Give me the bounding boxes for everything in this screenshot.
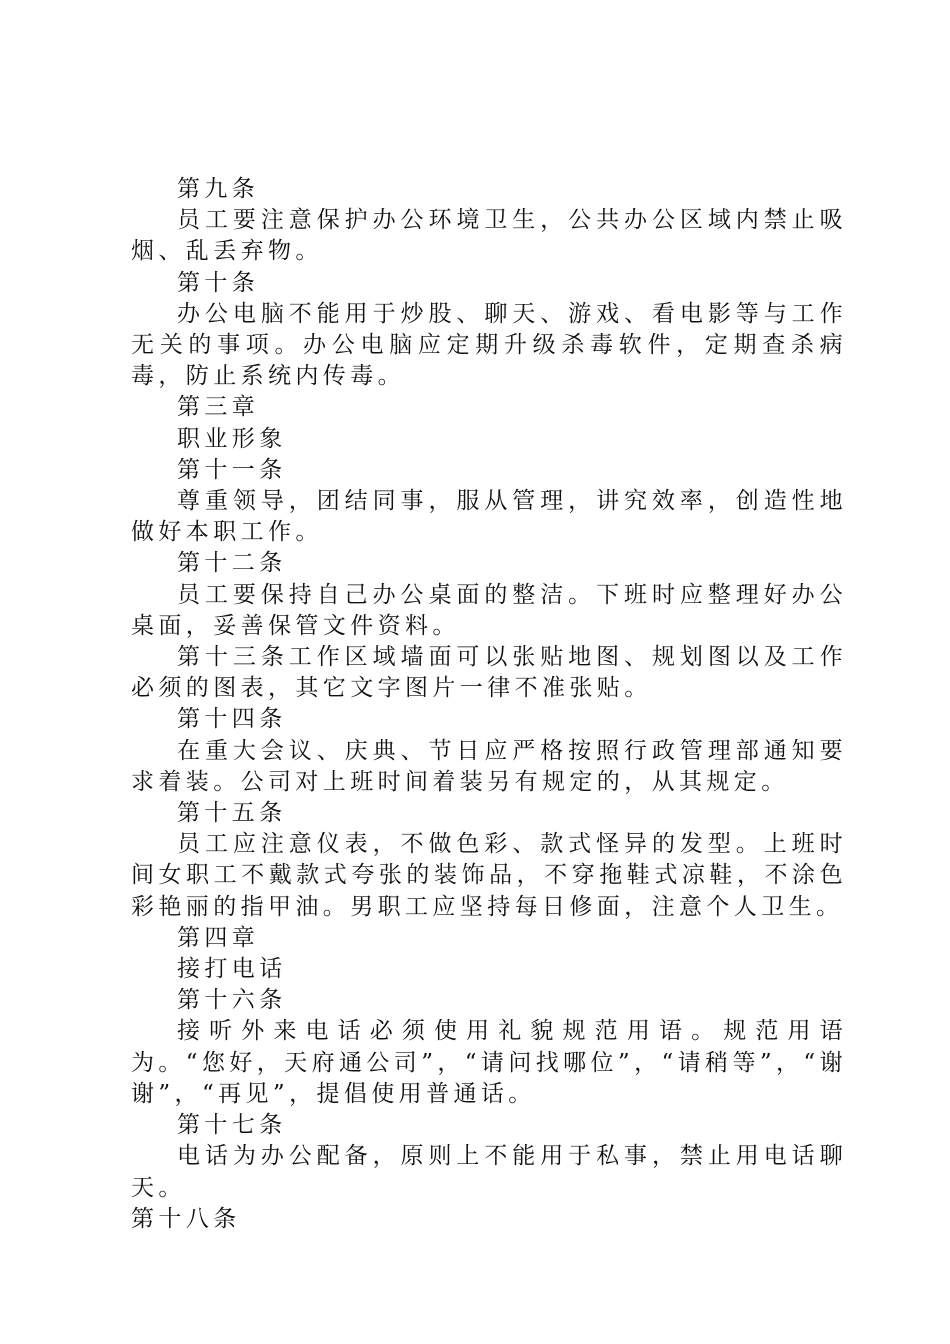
article-heading-11: 第十一条: [177, 456, 287, 483]
chapter-heading-3: 第三章: [177, 394, 260, 421]
paragraph-article-17: 电话为办公配备，原则上不能用于私事，禁止用电话聊天。: [131, 1143, 847, 1201]
article-heading-17: 第十七条: [177, 1112, 287, 1139]
paragraph-article-15: 员工应注意仪表，不做色彩、款式怪异的发型。上班时间女职工不戴款式夸张的装饰品，不穿拖鞋式凉鞋，不涂色彩艳丽的指甲油。男职工应坚持每日修面，注意个人卫生。: [131, 831, 847, 920]
article-heading-18: 第十八条: [131, 1205, 241, 1232]
paragraph-article-12: 员工要保持自己办公桌面的整洁。下班时应整理好办公桌面，妥善保管文件资料。: [131, 581, 847, 639]
article-heading-9: 第九条: [177, 176, 260, 202]
chapter-title-3: 职业形象: [177, 425, 287, 452]
chapter-heading-4: 第四章: [177, 924, 260, 951]
article-heading-15: 第十五条: [177, 800, 287, 827]
chapter-title-4: 接打电话: [177, 956, 287, 983]
paragraph-article-9: 员工要注意保护办公环境卫生，公共办公区域内禁止吸烟、乱丢弃物。: [131, 207, 847, 265]
paragraph-article-13: 第十三条工作区域墙面可以张贴地图、规划图以及工作必须的图表，其它文字图片一律不准张贴。: [131, 644, 847, 702]
article-heading-12: 第十二条: [177, 550, 287, 577]
paragraph-article-10: 办公电脑不能用于炒股、聊天、游戏、看电影等与工作无关的事项。办公电脑应定期升级杀毒软件，定期查杀病毒，防止系统内传毒。: [131, 300, 847, 390]
paragraph-article-14: 在重大会议、庆典、节日应严格按照行政管理部通知要求着装。公司对上班时间着装另有规定的，从其规定。: [131, 737, 847, 795]
article-heading-10: 第十条: [177, 269, 260, 296]
paragraph-article-11: 尊重领导，团结同事，服从管理，讲究效率，创造性地做好本职工作。: [131, 488, 847, 546]
paragraph-article-16: 接听外来电话必须使用礼貌规范用语。规范用语为。“您好，天府通公司”，“请问找哪位”，“请稍等”，“谢谢”，“再见”，提倡使用普通话。: [131, 1018, 847, 1107]
article-heading-14: 第十四条: [177, 706, 287, 733]
document-body: [131, 174, 847, 1235]
article-heading-16: 第十六条: [177, 987, 287, 1014]
